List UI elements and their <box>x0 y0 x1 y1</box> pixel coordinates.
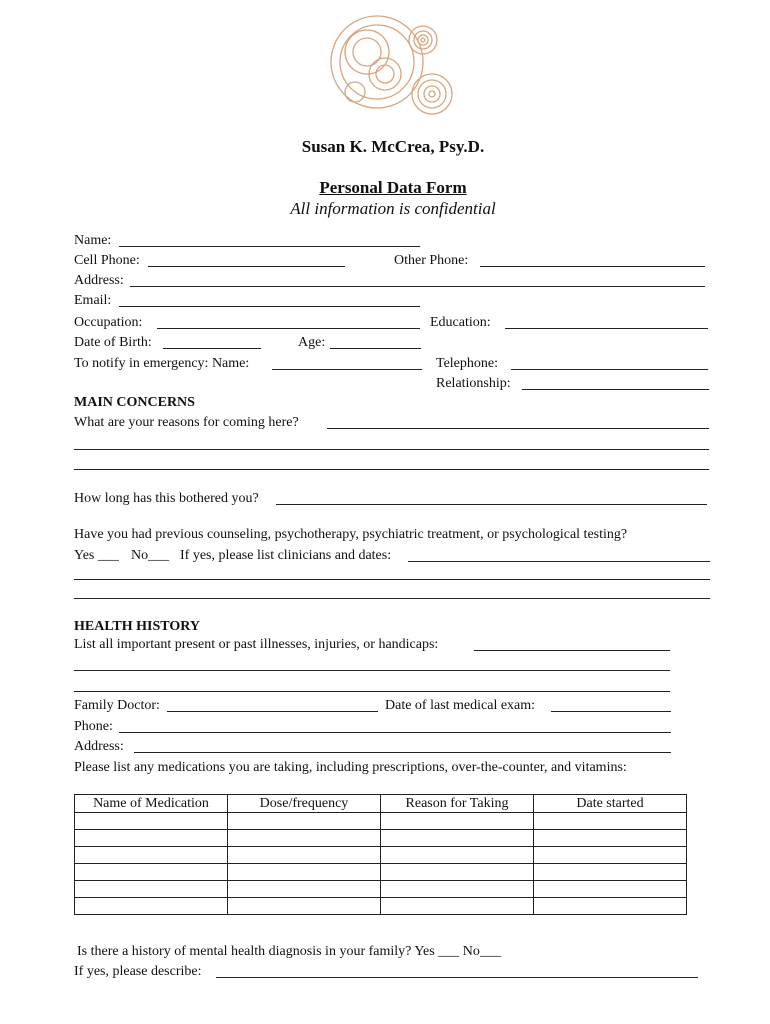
column-header: Reason for Taking <box>381 795 534 813</box>
doctor-address-field[interactable] <box>134 752 671 753</box>
how-long-label: How long has this bothered you? <box>74 491 259 506</box>
table-cell[interactable] <box>381 813 534 830</box>
emergency-telephone-field[interactable] <box>511 369 708 370</box>
table-cell[interactable] <box>381 881 534 898</box>
table-row <box>75 830 687 847</box>
name-field[interactable] <box>119 246 420 247</box>
table-row <box>75 847 687 864</box>
family-doctor-field[interactable] <box>167 711 378 712</box>
table-cell[interactable] <box>228 881 381 898</box>
other-phone-field[interactable] <box>480 266 705 267</box>
table-cell[interactable] <box>75 813 228 830</box>
email-field[interactable] <box>119 306 420 307</box>
table-row <box>75 898 687 915</box>
family-doctor-label: Family Doctor: <box>74 698 160 713</box>
form-title: Personal Data Form <box>319 178 467 197</box>
health-history-heading: HEALTH HISTORY <box>74 619 200 634</box>
address-label: Address: <box>74 273 124 288</box>
education-field[interactable] <box>505 328 708 329</box>
table-cell[interactable] <box>228 864 381 881</box>
emergency-telephone-label: Telephone: <box>436 356 498 371</box>
table-cell[interactable] <box>228 847 381 864</box>
illnesses-field-line[interactable] <box>74 670 670 671</box>
name-label: Name: <box>74 233 112 248</box>
last-exam-label: Date of last medical exam: <box>385 698 536 713</box>
emergency-name-label: To notify in emergency: Name: <box>74 356 250 371</box>
reasons-field-line[interactable] <box>74 469 709 470</box>
column-header: Name of Medication <box>75 795 228 813</box>
table-row <box>75 864 687 881</box>
table-cell[interactable] <box>75 830 228 847</box>
table-header-row <box>75 795 687 813</box>
cell-phone-label: Cell Phone: <box>74 253 140 268</box>
table-cell[interactable] <box>75 847 228 864</box>
table-cell[interactable] <box>75 864 228 881</box>
age-label: Age: <box>298 335 326 350</box>
doctor-address-label: Address: <box>74 739 124 754</box>
table-cell[interactable] <box>534 813 687 830</box>
clinicians-label: If yes, please list clinicians and dates: <box>180 548 392 563</box>
previous-no-option[interactable]: No___ <box>131 548 170 563</box>
clinicians-field[interactable] <box>408 561 710 562</box>
table-cell[interactable] <box>381 830 534 847</box>
emergency-name-field[interactable] <box>272 369 422 370</box>
table-cell[interactable] <box>228 813 381 830</box>
table-cell[interactable] <box>381 898 534 915</box>
cell-phone-field[interactable] <box>148 266 345 267</box>
clinicians-field-line[interactable] <box>74 598 710 599</box>
how-long-field[interactable] <box>276 504 707 505</box>
main-concerns-heading: MAIN CONCERNS <box>74 395 195 410</box>
other-phone-label: Other Phone: <box>394 253 469 268</box>
illnesses-field[interactable] <box>474 650 670 651</box>
doctor-phone-label: Phone: <box>74 719 113 734</box>
medication-table <box>74 794 687 915</box>
illnesses-field-line[interactable] <box>74 691 670 692</box>
column-header: Dose/frequency <box>228 795 381 813</box>
table-cell[interactable] <box>534 864 687 881</box>
doctor-phone-field[interactable] <box>119 732 671 733</box>
table-cell[interactable] <box>228 898 381 915</box>
family-describe-field[interactable] <box>216 977 698 978</box>
column-header: Date started <box>534 795 687 813</box>
dob-label: Date of Birth: <box>74 335 152 350</box>
relationship-field[interactable] <box>522 389 709 390</box>
table-cell[interactable] <box>534 847 687 864</box>
occupation-label: Occupation: <box>74 315 143 330</box>
table-cell[interactable] <box>228 830 381 847</box>
illnesses-label: List all important present or past illnesses, injuries, or handicaps: <box>74 637 439 652</box>
table-cell[interactable] <box>381 847 534 864</box>
reasons-field[interactable] <box>327 428 709 429</box>
table-cell[interactable] <box>75 881 228 898</box>
age-field[interactable] <box>330 348 421 349</box>
education-label: Education: <box>430 315 491 330</box>
table-row <box>75 813 687 830</box>
clinicians-field-line[interactable] <box>74 579 710 580</box>
table-cell[interactable] <box>534 881 687 898</box>
previous-yes-option[interactable]: Yes ___ <box>74 548 119 563</box>
email-label: Email: <box>74 293 112 308</box>
table-cell[interactable] <box>75 898 228 915</box>
confidential-subtitle: All information is confidential <box>290 199 496 218</box>
reasons-field-line[interactable] <box>74 449 709 450</box>
family-describe-label: If yes, please describe: <box>74 964 202 979</box>
table-cell[interactable] <box>381 864 534 881</box>
address-field[interactable] <box>130 286 705 287</box>
table-cell[interactable] <box>534 830 687 847</box>
medications-label: Please list any medications you are taking, including prescriptions, over-the-counter, and vitamins: <box>74 760 627 775</box>
previous-treatment-question: Have you had previous counseling, psychotherapy, psychiatric treatment, or psychological testing? <box>74 527 628 542</box>
relationship-label: Relationship: <box>436 376 511 391</box>
table-cell[interactable] <box>534 898 687 915</box>
doctor-name: Susan K. McCrea, Psy.D. <box>301 137 485 156</box>
last-exam-field[interactable] <box>551 711 671 712</box>
table-row <box>75 881 687 898</box>
family-history-question: Is there a history of mental health diagnosis in your family? Yes ___ No___ <box>77 944 501 959</box>
occupation-field[interactable] <box>157 328 420 329</box>
logo-circles-icon <box>315 12 455 130</box>
dob-field[interactable] <box>163 348 261 349</box>
reasons-label: What are your reasons for coming here? <box>74 415 299 430</box>
